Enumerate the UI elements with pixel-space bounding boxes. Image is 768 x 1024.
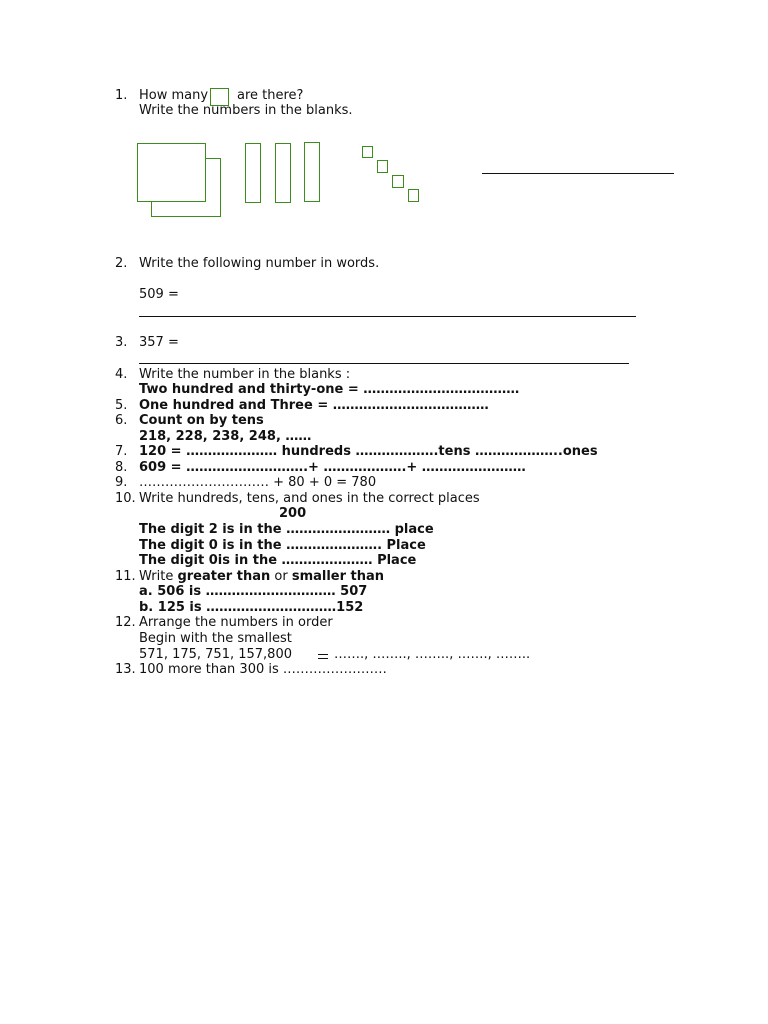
q2-value: 509 = — [139, 287, 179, 302]
q12-number: 12. — [115, 615, 136, 630]
q1-number: 1. — [115, 88, 128, 103]
q9-text: ………………………… + 80 + 0 = 780 — [139, 475, 377, 490]
ten-rod-2 — [275, 143, 291, 203]
q7-text: 120 = ………………… hundreds ……………….tens ………………..ones — [139, 444, 598, 459]
q2-instruction: Write the following number in words. — [139, 256, 380, 271]
q4-number: 4. — [115, 367, 128, 382]
q11-write: Write — [139, 569, 178, 584]
q7-number: 7. — [115, 444, 128, 459]
q6-number: 6. — [115, 413, 128, 428]
q11-item-a: a. 506 is ………………………… 507 — [139, 584, 368, 599]
q11-instruction — [139, 569, 384, 585]
q11-item-b: b. 125 is …………………………152 — [139, 600, 364, 615]
one-cube-1 — [362, 146, 373, 158]
q10-line-3: The digit 0is in the ………………… Place — [139, 553, 417, 568]
q3-number: 3. — [115, 335, 128, 350]
one-cube-4 — [408, 189, 419, 202]
q10-instruction: Write hundreds, tens, and ones in the correct places — [139, 491, 480, 506]
one-cube-3 — [392, 175, 404, 188]
q10-line-1: The digit 2 is in the …………………… place — [139, 522, 434, 537]
ten-rod-3 — [304, 142, 320, 202]
equals-sign-icon — [318, 654, 328, 659]
q12-blanks: ……., …….., …….., ……., …….. — [334, 647, 531, 662]
q10-number: 10. — [115, 491, 136, 506]
q13-text: 100 more than 300 is …………………… — [139, 662, 387, 677]
ten-rod-1 — [245, 143, 261, 203]
q2-answer-line — [139, 316, 636, 317]
q11-or: or — [270, 569, 292, 584]
one-cube-2 — [377, 160, 388, 173]
q1-instruction: Write the numbers in the blanks. — [139, 103, 353, 118]
q8-text: 609 = ……………………….+ ……………….+ …………………… — [139, 460, 526, 475]
q3-value: 357 = — [139, 335, 179, 350]
q5-number: 5. — [115, 398, 128, 413]
q11-number: 11. — [115, 569, 136, 584]
q11-greater-than: greater than — [177, 569, 271, 584]
q6-text: Count on by tens — [139, 413, 264, 428]
q1-suffix: are there? — [237, 88, 304, 103]
q9-number: 9. — [115, 475, 128, 490]
q5-text: One hundred and Three = ……………………………… — [139, 398, 489, 413]
q4-instruction: Write the number in the blanks : — [139, 367, 351, 382]
q12-numbers: 571, 175, 751, 157,800 — [139, 647, 292, 662]
q1-answer-line — [482, 173, 674, 174]
q10-line-2: The digit 0 is in the …………………. Place — [139, 538, 426, 553]
q6-sequence: 218, 228, 238, 248, …… — [139, 429, 312, 444]
q12-subinstruction: Begin with the smallest — [139, 631, 292, 646]
q10-number-value: 200 — [279, 506, 307, 521]
q13-number: 13. — [115, 662, 136, 677]
q1-prefix: How many — [139, 88, 209, 103]
hundred-block-front — [137, 143, 206, 202]
q3-answer-line — [139, 363, 629, 364]
q2-number: 2. — [115, 256, 128, 271]
q4-line: Two hundred and thirty-one = ……………………………… — [139, 382, 520, 397]
q12-instruction: Arrange the numbers in order — [139, 615, 333, 630]
q11-smaller-than: smaller than — [291, 569, 385, 584]
q8-number: 8. — [115, 460, 128, 475]
